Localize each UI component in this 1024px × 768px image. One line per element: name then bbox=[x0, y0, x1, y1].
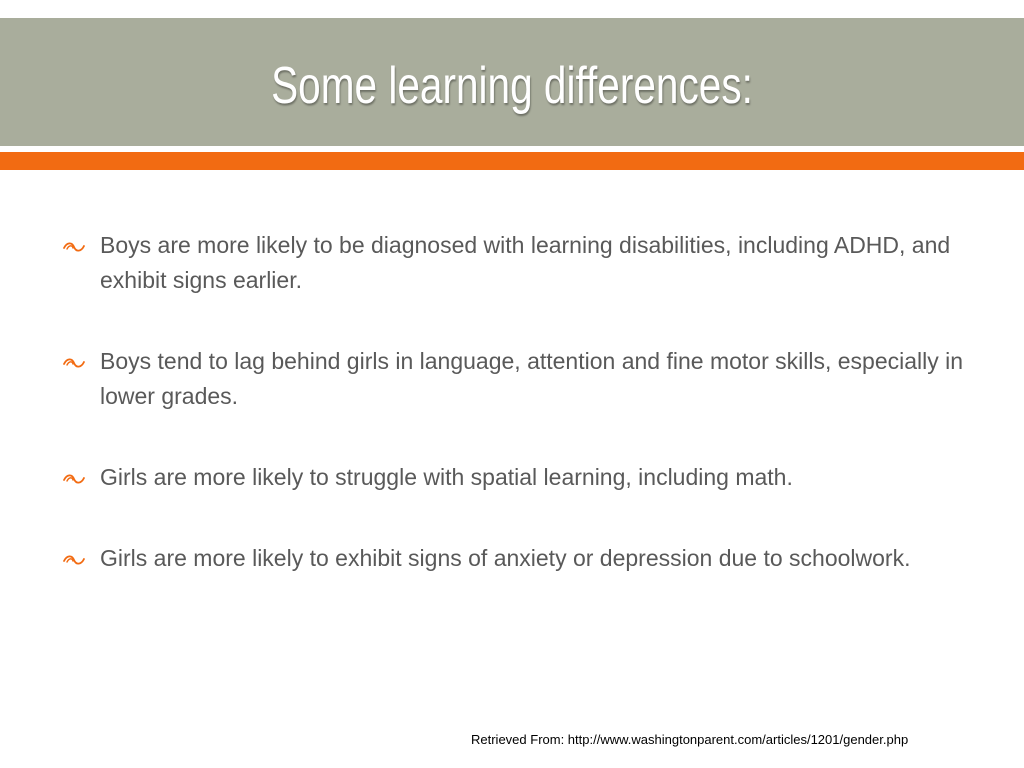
bullet-item bbox=[62, 344, 972, 414]
curl-bullet-icon bbox=[62, 554, 86, 566]
bullet-item bbox=[62, 541, 972, 576]
curl-bullet-icon bbox=[62, 357, 86, 369]
bullet-item bbox=[62, 460, 972, 495]
accent-bar bbox=[0, 152, 1024, 170]
bullet-list bbox=[62, 228, 972, 576]
bullet-text: Girls are more likely to struggle with spatial learning, including math. bbox=[100, 464, 793, 490]
curl-bullet-icon bbox=[62, 473, 86, 485]
bullet-text: Boys tend to lag behind girls in language, attention and fine motor skills, especially in lower grades. bbox=[100, 348, 964, 409]
curl-bullet-icon bbox=[62, 241, 86, 253]
bullet-item bbox=[62, 228, 972, 298]
source-citation: Retrieved From: http://www.washingtonparent.com/articles/1201/gender.php bbox=[471, 732, 909, 747]
bullet-text: Girls are more likely to exhibit signs of anxiety or depression due to schoolwork. bbox=[100, 545, 911, 571]
slide-title: Some learning differences: bbox=[271, 57, 753, 115]
bullet-text: Boys are more likely to be diagnosed with learning disabilities, including ADHD, and exhibit signs earlier. bbox=[100, 232, 951, 293]
